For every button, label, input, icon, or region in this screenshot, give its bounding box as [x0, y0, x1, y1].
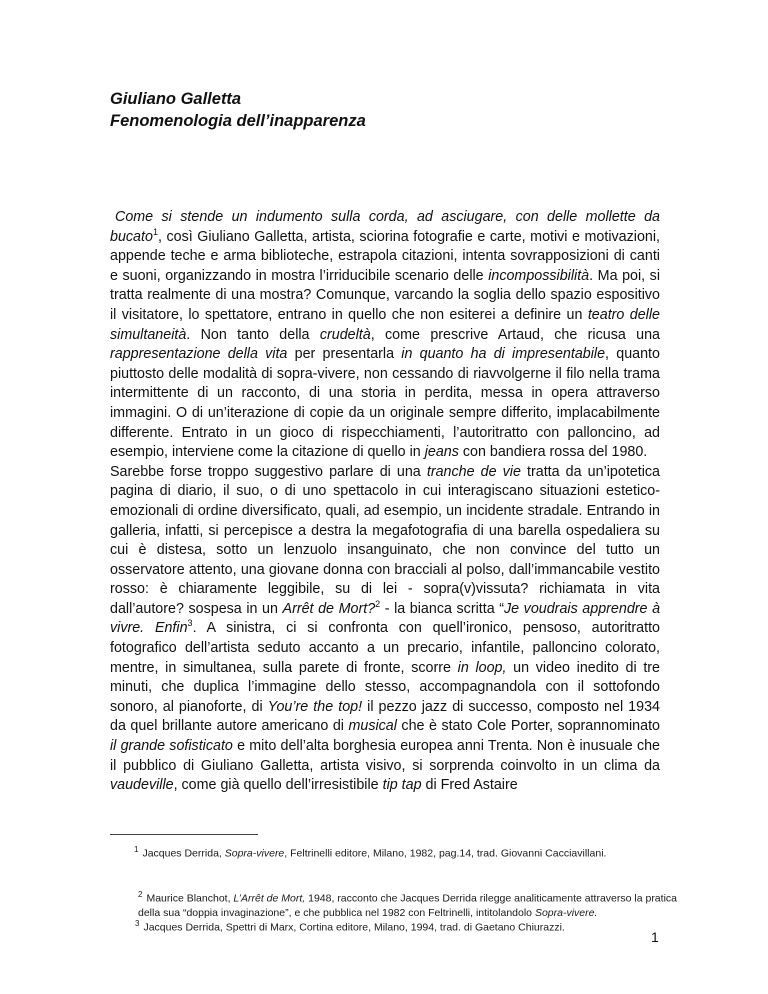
p1-text-6: , quanto piuttosto delle modalità di sopra-vivere, non cessando di riavvolgerne il filo nella trama intermittente di un racconto, di una storia in perdita, messa in opera attraverso immagini. O di un’iterazione di copie da un originale sempre differito, implacabilmente differente. Entrato in un gioco di rispecchiamenti, l’autoritratto con palloncino, ad esempio, interviene come la citazione di quello in — [110, 346, 660, 461]
p1-italic-4: crudeltà — [319, 326, 371, 343]
footnote-1-number: 1 — [134, 845, 139, 854]
title-block — [110, 88, 366, 132]
footnote-2-italic-b: Sopra-vivere. — [534, 906, 598, 919]
paragraph-1 — [110, 208, 660, 463]
footnote-2 — [138, 888, 678, 920]
p2-text-7: che è stato Cole Porter, soprannominato — [396, 718, 660, 735]
p1-italic-7: jeans — [424, 444, 459, 461]
p1-italic-3: teatro delle simultaneità — [110, 306, 660, 343]
footnote-1-text-b: , Feltrinelli editore, Milano, 1982, pag.14, trad. Giovanni Cacciavillani. — [284, 847, 607, 860]
p1-text-3: . Non tanto della — [186, 326, 320, 343]
footnote-separator — [110, 834, 258, 835]
footnote-ref-3: 3 — [187, 618, 193, 629]
footnote-1-text-a: Jacques Derrida, — [142, 847, 225, 860]
footnote-2-number: 2 — [138, 890, 143, 899]
footnote-3-number: 3 — [135, 919, 140, 928]
footnote-2-italic-a: L’Arrêt de Mort, — [233, 892, 306, 905]
p2-italic-3: Je voudrais apprendre à vivre. Enfin — [110, 600, 661, 637]
p1-text-7: con bandiera rossa del 1980. — [458, 444, 648, 461]
p1-text-4: , come prescrive Artaud, che ricusa una — [370, 326, 660, 343]
footnote-2-text-b: 1948, racconto che Jacques Derrida rilegge analiticamente attraverso la pratica della sua “doppia invaginazione”, e che pubblica nel 1982 con Feltrinelli, intitolandolo — [138, 892, 677, 919]
page-number: 1 — [651, 929, 659, 945]
p2-italic-7: il grande sofisticato — [110, 738, 233, 755]
p1-italic-1: Come si stende un indumento sulla corda, ad asciugare, con delle mollette da bucato — [110, 209, 660, 245]
p2-italic-1: tranche de vie — [426, 463, 521, 480]
p2-text-3: - la bianca scritta “ — [380, 600, 504, 617]
p2-text-10: di Fred Astaire — [421, 777, 518, 794]
p1-text-1: così Giuliano Galletta, artista, sciorina fotografie e carte, motivi e motivazioni, appende teche e arma biblioteche, estrapola citazioni, intenta sovrapposizioni di canti e suoni, organizzando in mostra l’irriducibile scenario delle — [110, 228, 660, 284]
footnote-ref-2: 2 — [375, 599, 381, 610]
p2-italic-5: You’re the top! — [267, 698, 363, 715]
p2-italic-4: in loop, — [457, 659, 507, 676]
p2-italic-6: musical — [348, 718, 397, 735]
p1-text-5: per presentarla — [287, 346, 402, 363]
footnote-1 — [134, 843, 694, 861]
p2-text-2: tratta da un’ipotetica pagina di diario, il suo, o di uno spettacolo in cui interagiscano situazioni estetico-emozionali di ordine diversificato, quali, ad esempio, un incidente stradale. Entrando in galleria, infatti, si percepisce a destra la megafotografia di una barella ospedaliera su cui è distesa, sotto un lenzuolo insanguinato, che non convince del tutto un osservatore attento, una giovane donna con bracciali al polso, dall’immancabile vestito rosso: è chiaramente leggibile, su di lei - sopra(v)vissuta? richiamata in vita dall’autore? sospesa in un — [110, 463, 661, 617]
p2-text-5: un video inedito di tre minuti, che duplica l’immagine dello stesso, accompagnandola con il sottofondo sonoro, al pianoforte, di — [110, 659, 661, 715]
footnote-3 — [135, 917, 680, 935]
p1-italic-2: incompossibilità — [488, 267, 590, 284]
p1-italic-6: in quanto ha di impresentabile — [401, 346, 606, 363]
p1-text-0: , — [157, 228, 162, 245]
footnote-3-text: Jacques Derrida, Spettri di Marx, Cortina editore, Milano, 1994, trad. di Gaetano Chiurazzi. — [143, 921, 565, 934]
p2-text-8: e mito dell’alta borghesia europea anni Trenta. Non è inusuale che il pubblico di Giuliano Galletta, artista visivo, si sorprenda coinvolto in un clima da — [110, 738, 660, 774]
p2-text-1: Sarebbe forse troppo suggestivo parlare di una — [110, 463, 427, 480]
author-name: Giuliano Galletta — [110, 90, 242, 108]
paragraph-2 — [110, 463, 660, 796]
footnote-2-text-a: Maurice Blanchot, — [146, 892, 234, 905]
p2-text-6: il pezzo jazz di successo, composto nel 1934 da quel brillante autore americano di — [110, 698, 660, 735]
footnote-1-italic: Sopra-vivere — [224, 847, 285, 860]
p2-italic-9: tip tap — [382, 777, 422, 794]
essay-title: Fenomenologia dell’inapparenza — [110, 112, 366, 130]
p2-italic-2: Arrêt de Mort? — [282, 600, 376, 617]
footnote-ref-1: 1 — [152, 226, 158, 237]
p1-text-2: . Ma poi, si tratta realmente di una mostra? Comunque, varcando la soglia dello spazio espositivo il visitatore, lo spettatore, entrano in quello che non esiterei a definire un — [110, 267, 661, 323]
p2-text-9: , come già quello dell’irresistibile — [173, 777, 383, 794]
p1-italic-5: rappresentazione della vita — [110, 346, 288, 363]
essay-body — [110, 208, 660, 796]
p2-italic-8: vaudeville — [110, 777, 174, 794]
p2-text-4: . A sinistra, ci si confronta con quell’ironico, pensoso, autoritratto fotografico dell’artista seduto accanto a un precario, infantile, palloncino colorato, mentre, in simultanea, sulla parete di fronte, scorre — [110, 620, 661, 676]
